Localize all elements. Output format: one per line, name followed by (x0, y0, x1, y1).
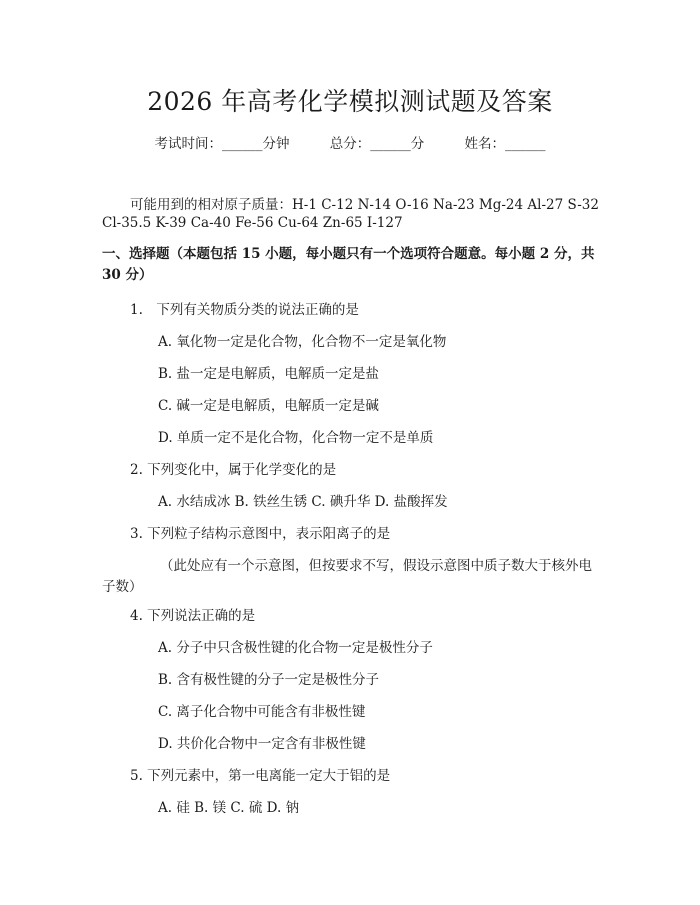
question-2-stem: 2. 下列变化中，属于化学变化的是 (130, 462, 337, 478)
total-score-field: 总分：______分 (329, 136, 425, 152)
question-1-option-d: D. 单质一定不是化合物，化合物一定不是单质 (158, 430, 434, 446)
section-1-heading (102, 244, 602, 286)
atomic-masses-line-2: Cl-35.5 K-39 Ca-40 Fe-56 Cu-64 Zn-65 I-127 (102, 215, 403, 231)
question-3-note-line-1: （此处应有一个示意图，但按要求不写，假设示意图中质子数大于核外电 (160, 558, 592, 574)
question-5-stem: 5. 下列元素中，第一电离能一定大于铝的是 (130, 768, 391, 784)
question-3-note-line-2: 子数） (102, 579, 143, 595)
question-1-option-b: B. 盐一定是电解质，电解质一定是盐 (158, 366, 380, 382)
question-2-options: A. 水结成冰 B. 铁丝生锈 C. 碘升华 D. 盐酸挥发 (158, 494, 448, 510)
question-1-option-a: A. 氧化物一定是化合物，化合物不一定是氧化物 (158, 334, 447, 350)
question-4-option-b: B. 含有极性键的分子一定是极性分子 (158, 672, 380, 688)
page-title: 2026 年高考化学模拟测试题及答案 (147, 87, 553, 116)
question-3-stem: 3. 下列粒子结构示意图中，表示阳离子的是 (130, 526, 391, 542)
question-4-option-d: D. 共价化合物中一定含有非极性键 (158, 736, 366, 752)
question-5-options: A. 硅 B. 镁 C. 硫 D. 钠 (158, 800, 300, 816)
exam-time-field: 考试时间：______分钟 (154, 136, 290, 152)
question-4-stem: 4. 下列说法正确的是 (130, 608, 256, 624)
question-4-option-a: A. 分子中只含极性键的化合物一定是极性分子 (158, 640, 433, 656)
section-1-heading-line-2: 30 分） (102, 267, 153, 283)
atomic-masses-line-1: 可能用到的相对原子质量：H-1 C-12 N-14 O-16 Na-23 Mg-24 Al-27 S-32 (130, 197, 599, 213)
question-1-option-c: C. 碱一定是电解质，电解质一定是碱 (158, 398, 379, 414)
question-4-option-c: C. 离子化合物中可能含有非极性键 (158, 704, 366, 720)
question-1-stem: 1. 下列有关物质分类的说法正确的是 (130, 302, 359, 318)
student-name-field: 姓名：______ (464, 136, 546, 152)
exam-info (0, 132, 700, 152)
section-1-heading-line-1: 一、选择题（本题包括 15 小题，每小题只有一个选项符合题意。每小题 2 分，共 (102, 246, 595, 262)
